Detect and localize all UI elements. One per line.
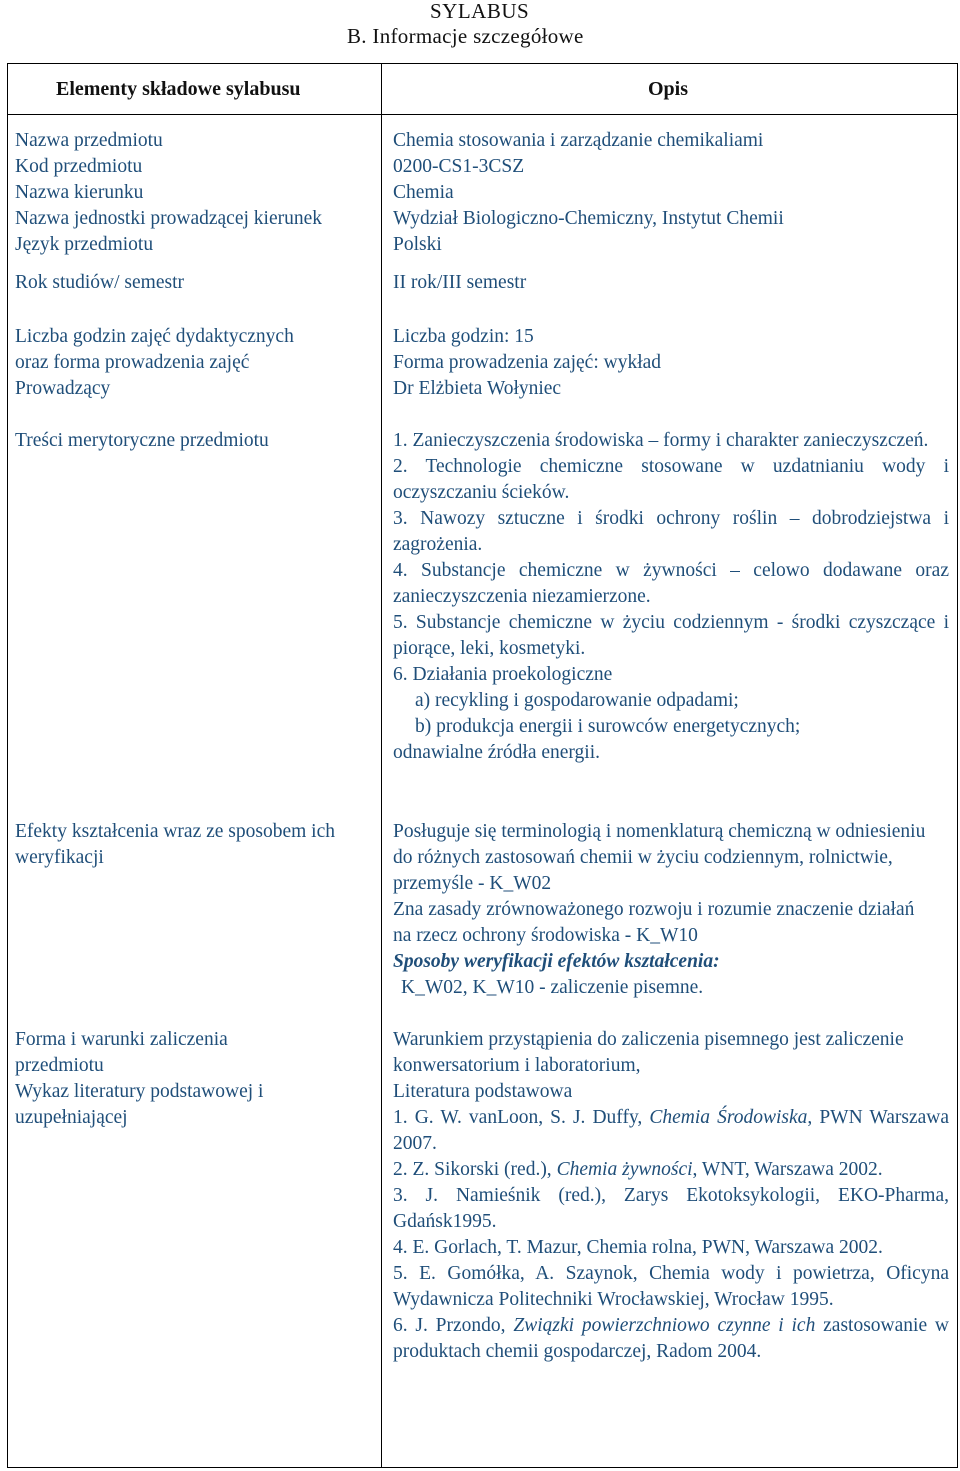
subtitle: B. Informacje szczegółowe [347,24,584,48]
efekty-text-2: Zna zasady zrównoważonego rozwoju i rozumie znaczenie działań na rzecz ochrony środowiska - K_W10 [393,899,915,946]
value-nazwa-przedmiotu: Chemia stosowania i zarządzanie chemikaliami [393,130,764,151]
label-forma: Forma i warunki zaliczenia przedmiotu [15,1029,228,1076]
tresci-tail: odnawialne źródła energii. [393,742,601,763]
forma-value: Warunkiem przystąpienia do zaliczenia pisemnego jest zaliczenie konwersatorium i laboratorium, [393,1029,904,1076]
value-rok: II rok/III semestr [393,272,527,293]
value-godziny-line-2: Forma prowadzenia zajęć: wykład [393,352,662,373]
label-prowadzacy: Prowadzący [15,378,111,399]
value-nazwa-kierunku: Chemia [393,182,454,203]
literatura-heading: Literatura podstawowa [393,1081,573,1102]
literatura-item: 2. Z. Sikorski (red.), Chemia żywności, WNT, Warszawa 2002. [393,1159,883,1180]
efekty-verification: K_W02, K_W10 - zaliczenie pisemne. [401,977,704,998]
literatura-item: 4. E. Gorlach, T. Mazur, Chemia rolna, PWN, Warszawa 2002. [393,1237,883,1258]
tresci-item: 4. Substancje chemiczne w żywności – celowo dodawane oraz zanieczyszczenia niezamierzone. [393,560,949,607]
tresci-item: 2. Technologie chemiczne stosowane w uzdatnianiu wody i oczyszczaniu ścieków. [393,456,949,503]
tresci-subitem: a) recykling i gospodarowanie odpadami; [415,690,739,711]
label-godziny [15,324,375,376]
title: SYLABUS [430,0,530,23]
tresci-item: 6. Działania proekologiczne [393,664,613,685]
efekty-text-1: Posługuje się terminologią i nomenklaturą chemiczną w odniesieniu do różnych zastosowań chemii w życiu codziennym, rolnictwie, przemyśle - K_W02 [393,821,926,894]
tresci-item: 5. Substancje chemiczne w życiu codziennym - środki czyszczące i piorące, leki, kosmetyki. [393,612,949,659]
value-jezyk: Polski [393,234,442,255]
literatura-item: 5. E. Gomółka, A. Szaynok, Chemia wody i powietrza, Oficyna Wydawnicza Politechniki Wrocławskiej, Wrocław 1995. [393,1263,949,1310]
label-godziny-line-1: Liczba godzin zajęć dydaktycznych [15,326,294,347]
value-godziny [393,324,949,376]
literatura-item: 1. G. W. vanLoon, S. J. Duffy, Chemia Środowiska, PWN Warszawa 2007. [393,1107,950,1154]
literatura-item: 3. J. Namieśnik (red.), Zarys Ekotoksykologii, EKO-Pharma, Gdańsk1995. [393,1185,949,1232]
label-jednostka: Nazwa jednostki prowadzącej kierunek [15,208,322,229]
label-nazwa-kierunku: Nazwa kierunku [15,182,144,203]
label-tresci: Treści merytoryczne przedmiotu [15,430,269,451]
label-nazwa-przedmiotu: Nazwa przedmiotu [15,130,163,151]
label-kod-przedmiotu: Kod przedmiotu [15,156,143,177]
value-efekty [393,819,933,1001]
value-godziny-line-1: Liczba godzin: 15 [393,326,534,347]
label-efekty: Efekty kształcenia wraz ze sposobem ich weryfikacji [15,821,335,868]
label-jezyk: Język przedmiotu [15,234,154,255]
tresci-item: 3. Nawozy sztuczne i środki ochrony roślin – dobrodziejstwa i zagrożenia. [393,508,949,555]
value-jednostka: Wydział Biologiczno-Chemiczny, Instytut Chemii [393,208,784,229]
efekty-heading: Sposoby weryfikacji efektów kształcenia: [393,951,720,972]
column-header-left: Elementy składowe sylabusu [56,78,301,100]
column-divider [381,63,382,1468]
header-row-divider [7,114,958,115]
label-literatura: Wykaz literatury podstawowej i uzupełniającej [15,1081,264,1128]
column-header-right: Opis [648,78,689,100]
literatura-item: 6. J. Przondo, Związki powierzchniowo czynne i ich zastosowanie w produktach chemii gospodarczej, Radom 2004. [393,1315,949,1362]
value-forma-literatura [393,1027,949,1365]
value-tresci [393,428,949,766]
label-rok: Rok studiów/ semestr [15,272,184,293]
tresci-item: 1. Zanieczyszczenia środowiska – formy i charakter zanieczyszczeń. [393,430,929,451]
label-godziny-line-2: oraz forma prowadzenia zajęć [15,352,250,373]
value-kod-przedmiotu: 0200-CS1-3CSZ [393,156,525,177]
value-prowadzacy: Dr Elżbieta Wołyniec [393,378,562,399]
tresci-subitem: b) produkcja energii i surowców energetycznych; [415,716,801,737]
